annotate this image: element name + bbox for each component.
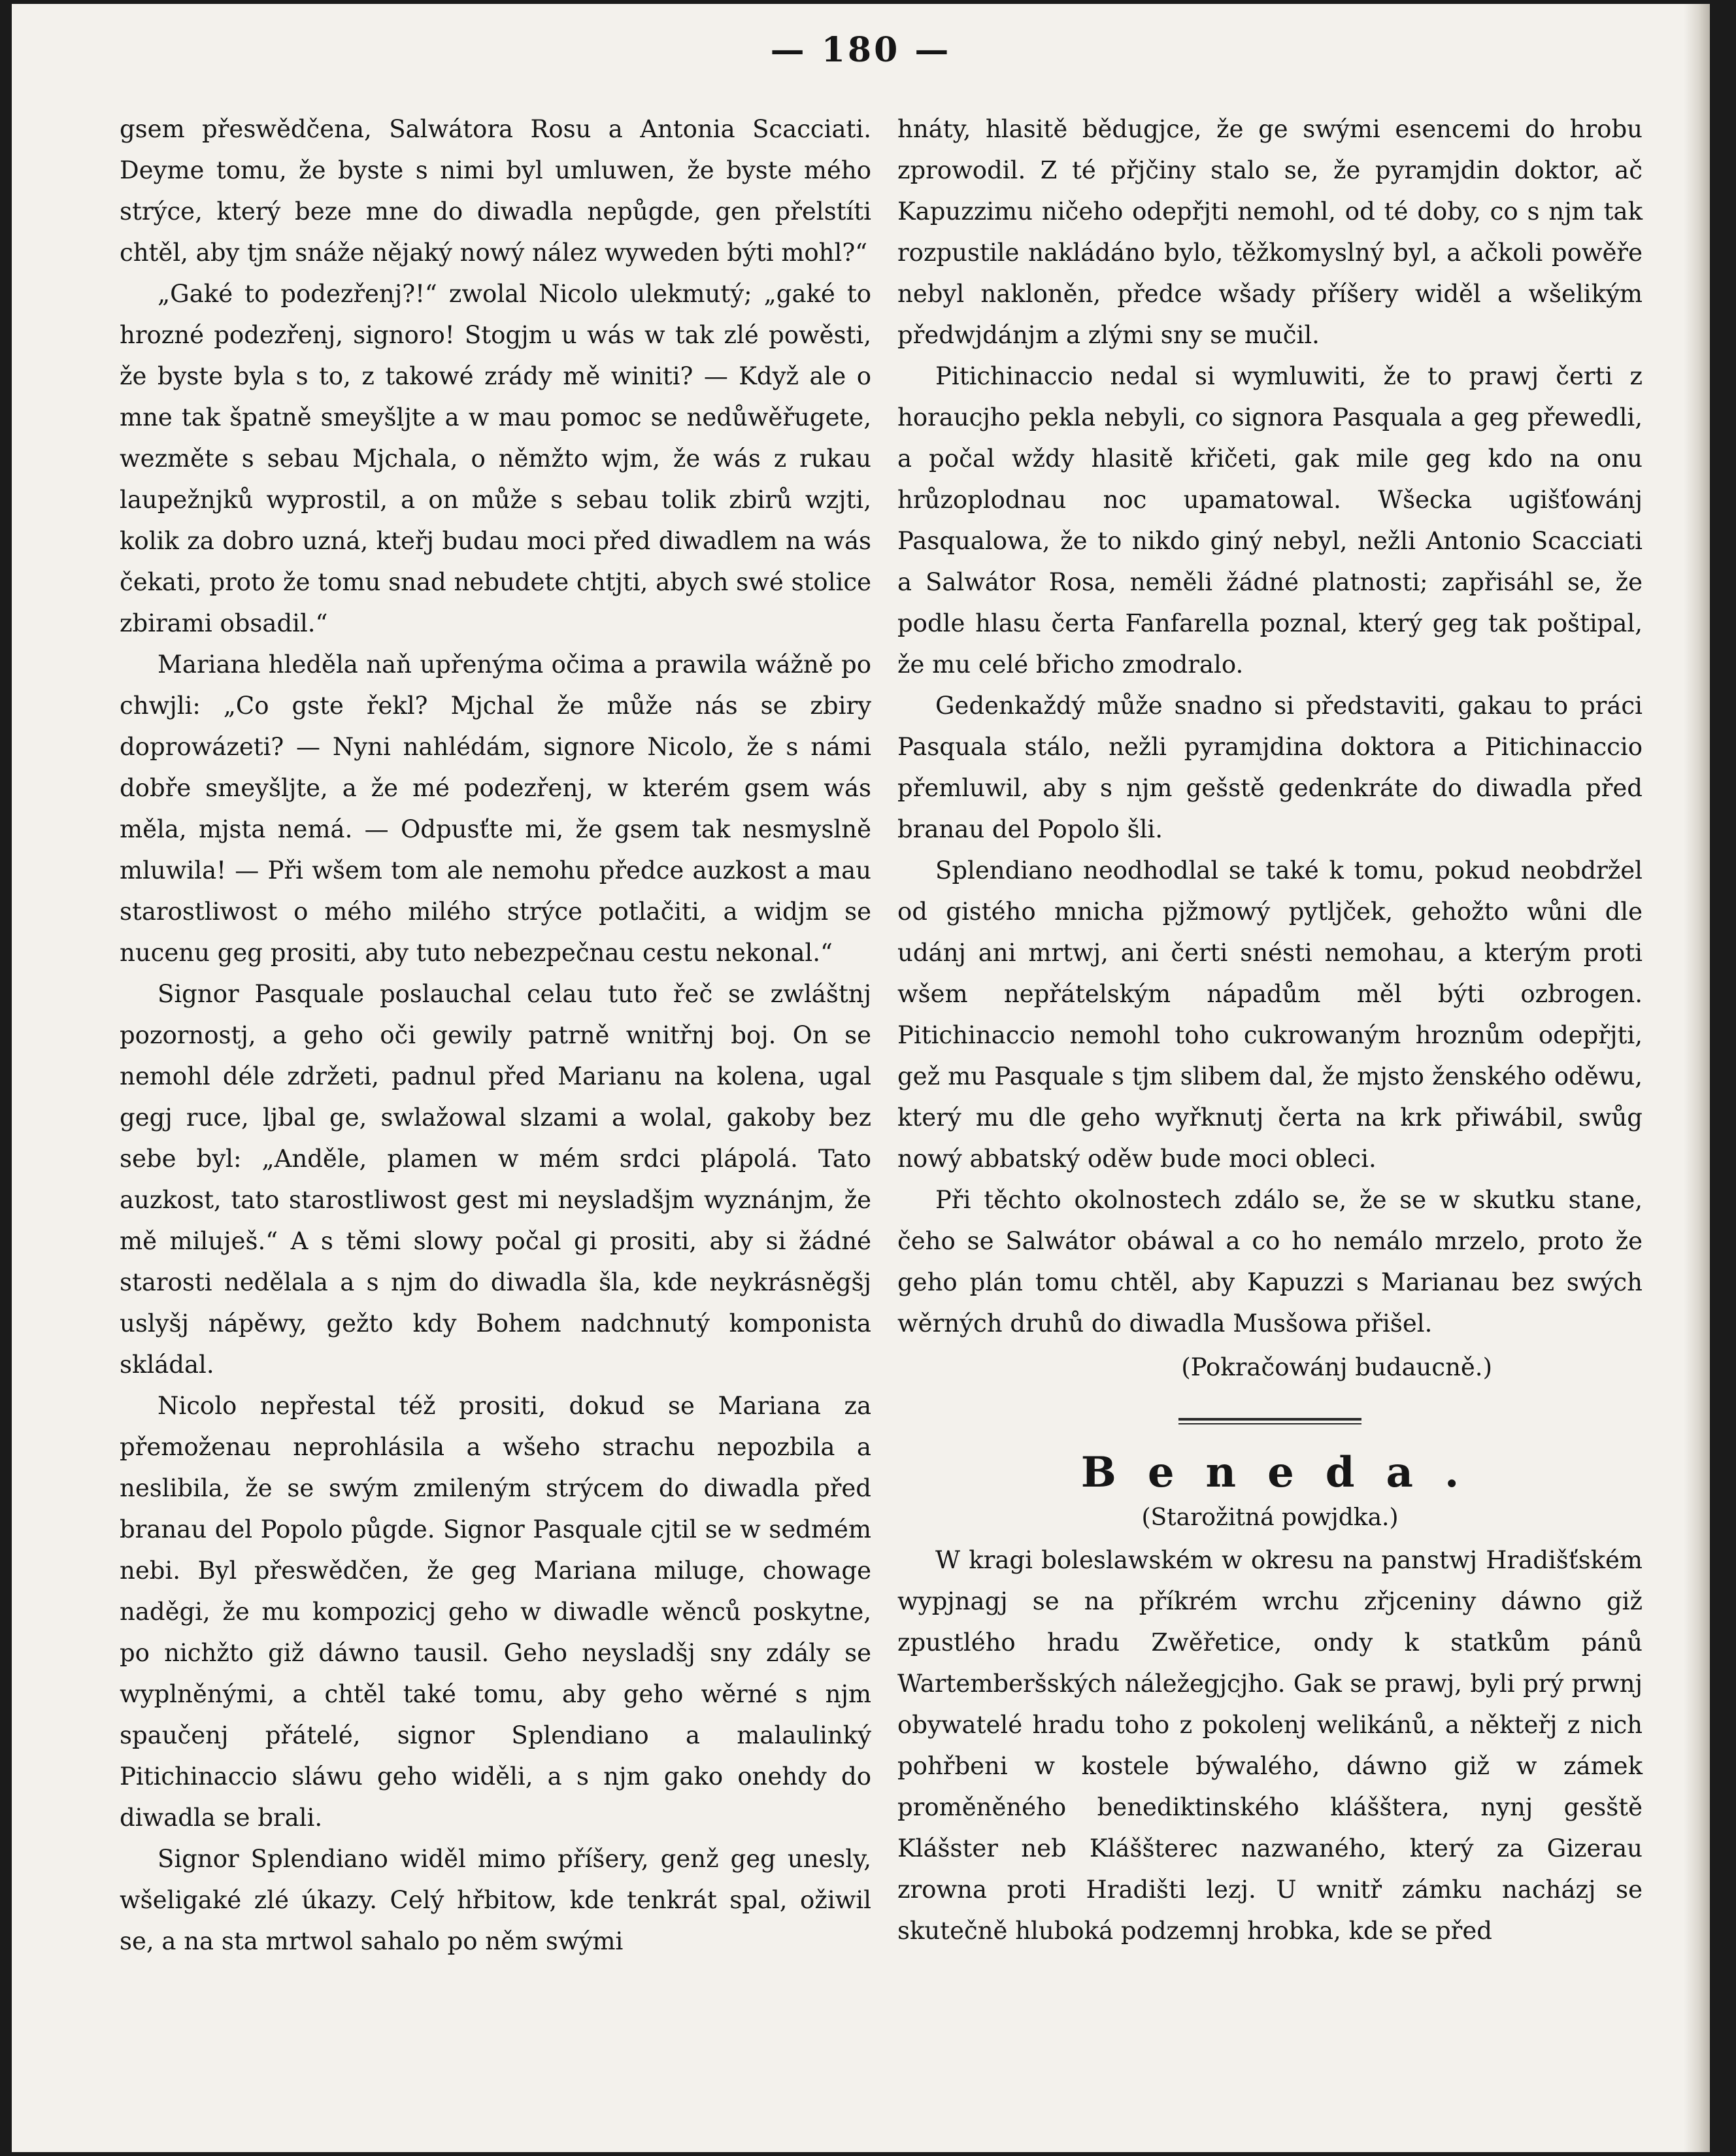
right-paragraph-1: hnáty, hlasitě bědugjce, že ge swými esencemi do hrobu zprowodil. Z té přjčiny stalo se, že pyramjdin doktor, ač Kapuzzimu ničeho odepřjti nemohl, od té doby, co s njm tak rozpustile nakládáno bylo, těžkomyslný byl, a ačkoli powěře nebyl nakloněn, předce wšady příšery widěl a wšelikým předwjdánjm a zlými sny se mučil. xyxy=(897,115,1643,349)
left-paragraph-5: Nicolo nepřestal též prositi, dokud se Mariana za přemoženau neprohlásila a wšeho strachu nepozbila a neslibila, že se swým zmileným strýcem do diwadla před branau del Popolo půgde. Signor Pasquale cjtil se w sedmém nebi. Byl přeswědčen, že geg Mariana miluge, chowage naděgi, že mu kompozicj geho w diwadle wěnců poskytne, po nichžto giž dáwno tausil. Geho neysladšj sny zdály se wyplněnými, a chtěl také tomu, aby geho wěrné s njm spaučenj přátelé, signor Splendiano a malaulinký Pitichinaccio sláwu geho widěli, a s njm gako onehdy do diwadla se brali. xyxy=(120,1392,871,1832)
right-paragraph-5: Při těchto okolnostech zdálo se, že se w skutku stane, čeho se Salwátor obáwal a co ho nemálo mrzelo, proto že geho plán tomu chtěl, aby Kapuzzi s Marianau bez swých wěrných druhů do diwadla Musšowa přišel. xyxy=(897,1186,1643,1338)
left-paragraph-2: „Gaké to podezřenj?!“ zwolal Nicolo ulekmutý; „gaké to hrozné podezřenj, signoro! Stogjm u wás w tak zlé powěsti, že byste byla s to, z takowé zrády mě winiti? — Když ale o mne tak špatně smeyšljte a w mau pomoc se nedůwěřugete, wezměte s sebau Mjchala, o němžto wjm, že wás z rukau laupežnjků wyprostil, a on může s sebau tolik zbirů wzjti, kolik za dobro uzná, kteřj budau moci před diwadlem na wás čekati, proto že tomu snad nebudete chtjti, abych swé stolice zbirami obsadil.“ xyxy=(120,280,871,637)
left-paragraph-3: Mariana hleděla naň upřenýma očima a prawila wážně po chwjli: „Co gste řekl? Mjchal že může nás se zbiry doprowázeti? — Nyni nahlédám, signore Nicolo, že s námi dobře smeyšljte, a že mé podezřenj, w kterém gsem wás měla, mjsta nemá. — Odpusťte mi, že gsem tak nesmyslně mluwila! — Při wšem tom ale nemohu předce auzkost a mau starostliwost o mého milého strýce potlačiti, a widjm se nucenu geg prositi, aby tuto nebezpečnau cestu nekonal.“ xyxy=(120,650,871,967)
right-column xyxy=(897,109,1643,1951)
right-paragraph-3: Gedenkaždý může snadno si představiti, gakau to práci Pasquala stálo, nežli pyramjdina doktora a Pitichinaccio přemluwil, aby s njm gešstě gedenkráte do diwadla před branau del Popolo šli. xyxy=(897,692,1643,843)
left-paragraph-1: gsem přeswědčena, Salwátora Rosu a Antonia Scacciati. Deyme tomu, že byste s nimi byl umluwen, že byste mého strýce, který beze mne do diwadla nepůgde, gen přelstíti chtěl, aby tjm snáže nějaký nowý nález wyweden býti mohl?“ xyxy=(120,115,871,267)
section-divider xyxy=(1178,1418,1361,1424)
section-paragraph-1: W kragi boleslawském w okresu na panstwj Hradišťském wypjnagj se na příkrém wrchu zřjceniny dáwno giž zpustlého hradu Zwěřetice, ondy k statkům pánů Wartemberšských náležegjcjho. Gak se prawj, byli prý prwnj obywatelé hradu toho z pokolenj welikánů, a někteřj z nich pohřbeni w kostele býwalého, dáwno giž w zámek proměněného benediktinského klášštera, nynj gesště Klášster neb Kláššterec nazwaného, který za Gizerau zrowna proti Hradišti lezj. U wnitř zámku nacházj se skutečně hluboká podzemnj hrobka, kde se před xyxy=(897,1546,1643,1945)
section-subtitle: (Starožitná powjdka.) xyxy=(1141,1504,1399,1531)
left-paragraph-4: Signor Pasquale poslauchal celau tuto řeč se zwláštnj pozornostj, a geho oči gewily patrně wnitřnj boj. On se nemohl déle zdržeti, padnul před Marianu na kolena, ugal gegj ruce, ljbal ge, swlažowal slzami a wolal, gakoby bez sebe byl: „Anděle, plamen w mém srdci plápolá. Tato auzkost, tato starostliwost gest mi neysladšjm wyznánjm, že mě miluješ.“ A s těmi slowy počal gi prositi, aby si žádné starosti nedělala a s njm do diwadla šla, kde neykrásněgšj uslyšj nápěwy, gežto kdy Bohem nadchnutý komponista skládal. xyxy=(120,980,871,1379)
left-column xyxy=(120,109,871,1962)
right-paragraph-4: Splendiano neodhodlal se také k tomu, pokud neobdržel od gistého mnicha pjžmowý pytljček, gehožto wůni dle udánj ani mrtwj, ani čerti snésti nemohau, a kterým proti wšem nepřátelským nápadům měl býti ozbrogen. Pitichinaccio nemohl toho cukrowaným hroznům odepřjti, gež mu Pasquale s tjm slibem dal, že mjsto ženského oděwu, který mu dle geho wyřknutj čerta na krk přiwábil, swůg nowý abbatský oděw bude moci obleci. xyxy=(897,856,1643,1173)
page-number: — 180 — xyxy=(770,30,952,70)
right-paragraph-2: Pitichinaccio nedal si wymluwiti, že to prawj čerti z horaucjho pekla nebyli, co signora Pasquala a geg přewedli, a počal wždy hlasitě křičeti, gak mile geg kdo na onu hrůzoplodnau noc upamatowal. Wšecka ugišťowánj Pasqualowa, že to nikdo giný nebyl, nežli Antonio Scacciati a Salwátor Rosa, neměli žádné platnosti; zapřisáhl se, že podle hlasu čerta Fanfarella poznal, který geg tak poštipal, že mu celé břicho zmodralo. xyxy=(897,362,1643,679)
left-paragraph-6: Signor Splendiano widěl mimo příšery, genž geg unesly, wšeligaké zlé úkazy. Celý hřbitow, kde tenkrát spal, ožiwil se, a na sta mrtwol sahalo po něm swými xyxy=(120,1845,871,1955)
section-title: Beneda. xyxy=(1080,1448,1491,1497)
newspaper-page xyxy=(12,4,1710,2152)
page-edge-shadow xyxy=(1684,4,1710,2152)
continued-note: (Pokračowánj budaucně.) xyxy=(1181,1353,1492,1381)
